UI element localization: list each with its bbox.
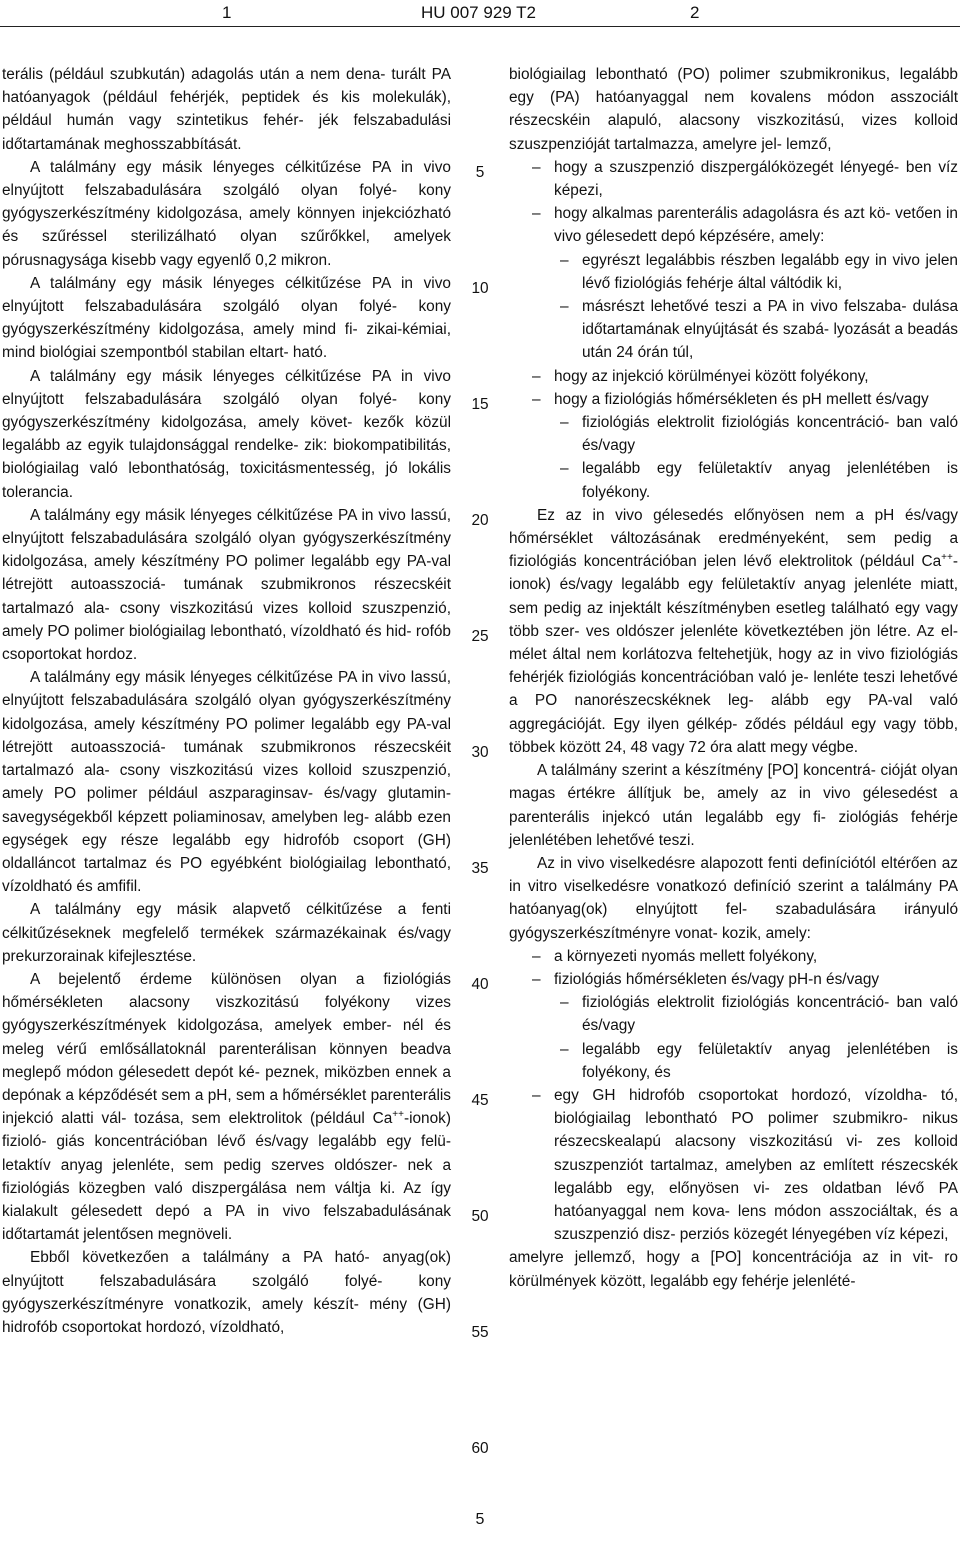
line-number: 60 (471, 1440, 489, 1457)
paragraph-text: Ebből következően a találmány a PA ható- anyag(ok) elnyújtott felszabadulására szolgáló folyé- kony gyógyszerkészítményre vonatkozik, amely készít- mény (GH) hidrofób csoportokat hordozó, vízoldható, (2, 1249, 451, 1336)
dash-list-item (509, 1084, 958, 1246)
dash-sublist-item (509, 295, 958, 365)
paragraph-text: fiziológiás elektrolit fiziológiás koncentráció- ban való és/vagy (582, 414, 958, 455)
left-page-number: 1 (222, 3, 232, 22)
paragraph-text: A találmány egy másik lényeges célkitűzése PA in vivo elnyújtott felszabadulására szolgáló olyan folyé- kony gyógyszerkészítmény kidolgozása, amely követ- kezők közül legalább az egyik tulajdonsággal rendelke- zik: biokompatibilitás, biológiailag való lebonthatóság, toxicitásmentesség, jó lokális tolerancia. (2, 367, 451, 501)
paragraph (2, 156, 451, 272)
paragraph-text: -ionok) fizioló- giás koncentrációban lévő és/vagy legalább egy felü- letaktív anyag jelenléte, sem pedig szerves oldószer- nek a fiziológiás közegben való diszpergálása nem váltja ki. Az így kialakult gélesedett depó a PA in vivo felszabadulásának időtartamát jelentősen megnöveli. (2, 1110, 451, 1244)
dash-sublist-item (509, 457, 958, 503)
paragraph-text: A találmány egy másik lényeges célkitűzése PA in vivo elnyújtott felszabadulására szolgáló olyan folyé- kony gyógyszerkészítmény kidolgozása, amely könnyen injekciózható és szűréssel sterilizálható olyan szűrőkkel, amelyek pórusnagysága kisebb vagy egyenlő 0,2 mikron. (2, 158, 451, 269)
paragraph (2, 272, 451, 365)
dash-list-item (509, 202, 958, 248)
paragraph-text: hogy a fiziológiás hőmérsékleten és pH mellett és/vagy (554, 390, 929, 408)
right-text-column (509, 63, 958, 1293)
paragraph (2, 63, 451, 156)
dash-list-item (509, 388, 958, 411)
paragraph (2, 1246, 451, 1339)
dash-list-item (509, 968, 958, 991)
line-number: 30 (471, 744, 489, 761)
paragraph-text: másrészt lehetővé teszi a PA in vivo felszaba- dulása időtartamának elnyújtását és szabá- lyozását a beadás után 24 órán túl, (582, 298, 958, 362)
line-number: 40 (471, 976, 489, 993)
line-number: 5 (475, 164, 485, 181)
superscript: ++ (392, 1109, 404, 1121)
line-number: 10 (471, 280, 489, 297)
paragraph (2, 898, 451, 968)
line-number: 25 (471, 628, 489, 645)
paragraph (2, 365, 451, 504)
line-number: 20 (471, 512, 489, 529)
paragraph-text: hogy alkalmas parenterális adagolásra és azt kö- vetően in vivo gélesedett depó képzésére, amely: (554, 205, 958, 246)
paragraph (509, 63, 958, 156)
right-page-number: 2 (690, 3, 700, 22)
header-rule (0, 26, 960, 27)
paragraph-text: -ionok) és/vagy legalább egy felületaktív anyag jelenléte miatt, sem pedig az injektált készítményben esetleg található egy vagy több szer- ves oldószer jelenléte következtében jön létre. Az el- mélet által nem korlátozva feltehetjük, hogy az in vivo fiziológiás fehérjék fiziológiás koncentrációban való je- lenléte teszi lehetővé a PO nanorészecskéknek leg- alább egy PA-val való aggregációját. Egy ilyen gélkép- ződés például egy vagy több, többek között 24, 48 vagy 72 óra alatt megy végbe. (509, 553, 958, 756)
paragraph (509, 1246, 958, 1292)
dash-sublist-item (509, 249, 958, 295)
line-number: 45 (471, 1092, 489, 1109)
page-number: 5 (475, 1511, 485, 1528)
paragraph-text: hogy a szuszpenzió diszpergálóközegét lényegé- ben víz képezi, (554, 158, 958, 200)
superscript: ++ (941, 552, 953, 564)
dash-sublist-item (509, 1038, 958, 1084)
paragraph (2, 666, 451, 898)
paragraph-text: egy GH hidrofób csoportokat hordozó, vízoldha- tó, biológiailag lebontható PO polimer szubmikro- nikus részecskealapú alacsony viszkozitású vi- zes kolloid szuszpenziót tartalmaz, amelyben az említett részecskék legalább egy, előnyösen vi- zes oldatban lévő PA hatóanyaggal nem kova- lens módon asszociáltak, és a szuszpenzió disz- perziós közegét lényegében víz képezi, (554, 1086, 958, 1244)
paragraph-text: a környezeti nyomás mellett folyékony, (554, 947, 818, 965)
paragraph (2, 968, 451, 1246)
paragraph-text: fiziológiás elektrolit fiziológiás koncentráció- ban való és/vagy (582, 994, 958, 1035)
dash-list-item (509, 365, 958, 388)
paragraph-text: A találmány egy másik lényeges célkitűzése PA in vivo lassú, elnyújtott felszabadulására szolgáló olyan gyógyszerkészítmény kidolgozása, amely készítmény PO polimer legalább egy PA-val létrejött autoasszociá- tumának szubmikronos részecskéit tartalmazó ala- csony viszkozitású vizes kolloid szuszpenzió, amely PO polimer biológiailag lebontható, vízoldható és hid- rofób csoportokat hordoz. (2, 506, 451, 664)
left-text-column (2, 63, 451, 1339)
paragraph-text: egyrészt legalábbis részben legalább egy in vivo jelen lévő fiziológiás fehérje által váltódik ki, (582, 251, 958, 292)
dash-list-item (509, 156, 958, 202)
paragraph-text: terális (például szubkután) adagolás után a nem dena- turált PA hatóanyagok (például fehérjék, peptidek és kis molekulák), például humán vagy szintetikus fehér- jék felszabadulási időtartamának meghosszabbítását. (2, 66, 451, 153)
paragraph-text: A találmány egy másik lényeges célkitűzése PA in vivo elnyújtott felszabadulására szolgáló olyan folyé- kony gyógyszerkészítmény kidolgozása, amely mind fi- zikai-kémiai, mind biológiai szempontból stabilan eltart- ható. (2, 274, 451, 362)
page-header (0, 0, 960, 28)
dash-sublist-item (509, 411, 958, 457)
line-number: 35 (471, 860, 489, 877)
line-number: 55 (471, 1324, 489, 1341)
paragraph-text: legalább egy felületaktív anyag jelenlétében is folyékony, és (582, 1040, 958, 1081)
paragraph-text: hogy az injekció körülményei között folyékony, (554, 367, 869, 385)
paragraph-text: amelyre jellemző, hogy a [PO] koncentrációja az in vit- ro körülmények között, legalább egy fehérje jelenlété- (509, 1249, 958, 1290)
paragraph-text: legalább egy felületaktív anyag jelenlétében is folyékony. (582, 460, 958, 501)
paragraph-text: A találmány szerint a készítmény [PO] koncentrá- cióját olyan magas értékre állítjuk be, amely az in vivo gélesedést a parenterális injekcó után legalább egy fi- ziológiás fehérje jelenlétében lehetővé teszi. (509, 762, 958, 849)
line-number: 50 (471, 1208, 489, 1225)
paragraph-text: A bejelentő érdeme különösen olyan a fiziológiás hőmérsékleten alacsony viszkozitású folyékony vizes gyógyszerkészítmények kidolgozása, amelyek ember- nél és meleg vérű emlősállatoknál parenterálisan könnyen beadva meglepő módon gélesedett depót ké- peznek, miközben ennek a depónak a képződését sem a pH, sem a hőmérséklet parenterális injekció alatti vál- tozása, sem elektrolitok (például Ca (2, 970, 451, 1128)
dash-list-item (509, 945, 958, 968)
paragraph-text: A találmány egy másik lényeges célkitűzése PA in vivo lassú, elnyújtott felszabadulására szolgáló olyan gyógyszerkészítmény kidolgozása, amely készítmény PO polimer legalább egy PA-val létrejött autoasszociá- tumának szubmikronos részecskéit tartalmazó ala- csony viszkozitású vizes kolloid szuszpenzió, amely PO polimer például aszparaginsav- és/vagy glutamin- savegységekből képzett poliaminosav, amelyben leg- alább ezen egységek egy része legalább egy hidrofób csoport (GH) oldalláncot tartalmaz és PO egyébként biológiailag lebontható, vízoldható és amfifil. (2, 669, 451, 896)
line-number: 15 (471, 396, 489, 413)
paragraph (509, 504, 958, 759)
document-number: HU 007 929 T2 (421, 3, 536, 22)
dash-sublist-item (509, 991, 958, 1037)
paragraph-text: fiziológiás hőmérsékleten és/vagy pH-n és/vagy (554, 970, 880, 988)
paragraph-text: biológiailag lebontható (PO) polimer szubmikronikus, legalább egy (PA) hatóanyaggal nem kovalens módon asszociált részecskéin alapuló, alacsony viszkozitású, vizes kolloid szuszpenzióját tartalmazza, amelyre jel- lemző, (509, 66, 958, 153)
paragraph-text: A találmány egy másik alapvető célkitűzése a fenti célkitűzéseknek megfelelő termékek származékainak és/vagy prekurzorainak kifejlesztése. (2, 901, 451, 965)
paragraph-text: Ez az in vivo gélesedés előnyösen nem a pH és/vagy hőmérséklet változásának eredményeként, sem pedig a fiziológiás koncentrációban jelen lévő elektrolitok (például Ca (509, 506, 958, 571)
paragraph (509, 852, 958, 945)
paragraph-text: Az in vivo viselkedésre alapozott fenti definíciótól eltérően az in vitro viselkedésre vonatkozó definíció szerint a találmány PA hatóanyag(ok) elnyújtott fel- szabadulására irányuló gyógyszerkészítményre vonat- kozik, amely: (509, 854, 958, 942)
paragraph (509, 759, 958, 852)
paragraph (2, 504, 451, 666)
